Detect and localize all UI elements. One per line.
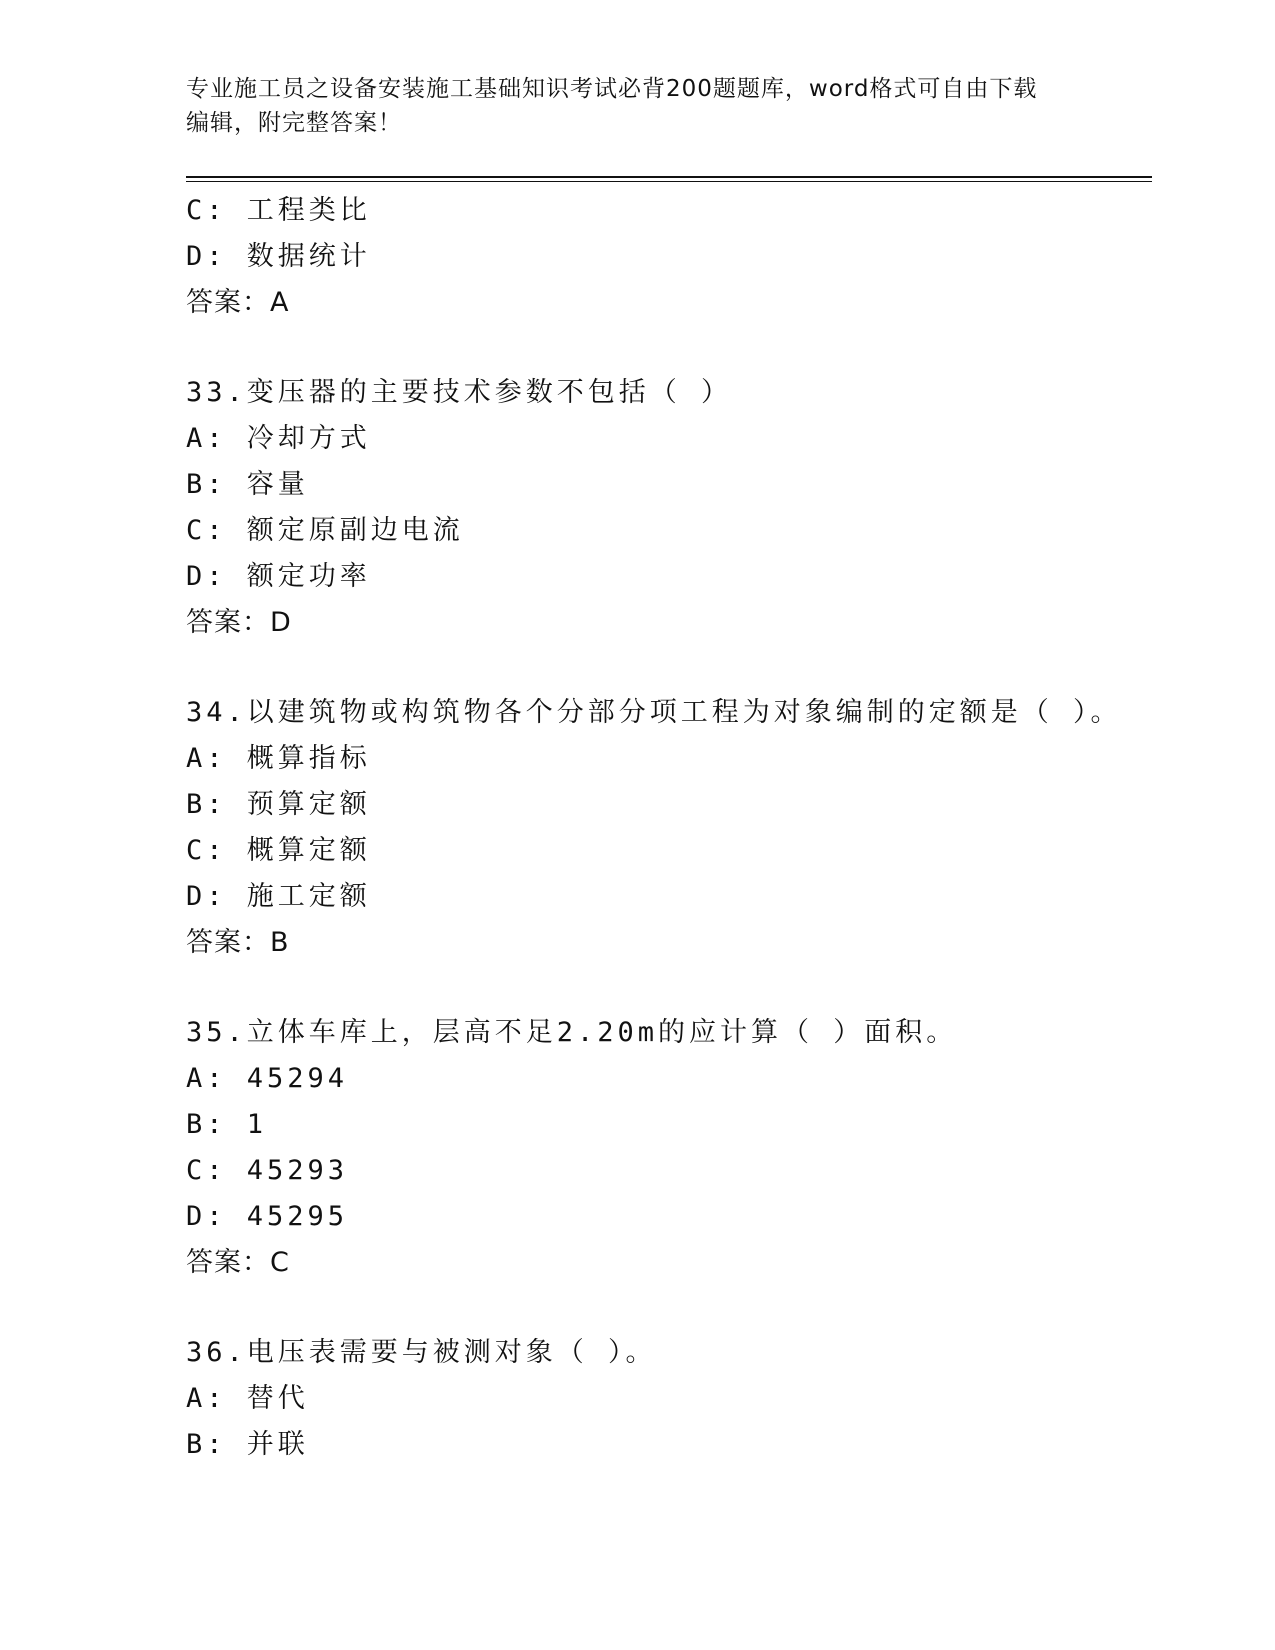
option-line <box>186 416 1166 462</box>
option-key: A: <box>186 1063 227 1094</box>
option-line <box>186 1148 1166 1194</box>
question-stem: 33.变压器的主要技术参数不包括（ ） <box>186 377 733 408</box>
option-line <box>186 508 1166 554</box>
option-key: A: <box>186 1383 227 1414</box>
header-title-line-1: 专业施工员之设备安装施工基础知识考试必背200题题库，word格式可自由下载 <box>186 76 1038 102</box>
option-line <box>186 736 1166 782</box>
option-text: 替代 <box>246 1383 309 1414</box>
option-text: 预算定额 <box>246 789 371 820</box>
option-line <box>186 234 1166 280</box>
option-key: C: <box>186 1155 227 1186</box>
option-text: 数据统计 <box>246 241 371 272</box>
option-text: 额定功率 <box>246 561 371 592</box>
option-text: 45294 <box>246 1063 349 1094</box>
option-key: C: <box>186 195 227 226</box>
option-key: B: <box>186 469 227 500</box>
spacer <box>186 966 1166 1010</box>
question-block-33 <box>186 370 1166 646</box>
option-line <box>186 1376 1166 1422</box>
question-list <box>186 188 1166 1468</box>
option-key: B: <box>186 1429 227 1460</box>
option-text: 1 <box>246 1109 268 1140</box>
option-line <box>186 1056 1166 1102</box>
option-line <box>186 874 1166 920</box>
header-rule-thin <box>186 181 1152 182</box>
option-text: 工程类比 <box>246 195 371 226</box>
spacer <box>186 1286 1166 1330</box>
option-key: B: <box>186 1109 227 1140</box>
option-text: 概算指标 <box>246 743 371 774</box>
spacer <box>186 646 1166 690</box>
answer-line: 答案：A <box>186 287 290 318</box>
question-stem: 34.以建筑物或构筑物各个分部分项工程为对象编制的定额是（ ）。 <box>186 697 1122 728</box>
header-rule-thick <box>186 176 1152 178</box>
option-text: 45295 <box>246 1201 349 1232</box>
question-block-36 <box>186 1330 1166 1468</box>
option-text: 并联 <box>246 1429 309 1460</box>
option-line <box>186 554 1166 600</box>
option-text: 额定原副边电流 <box>246 515 464 546</box>
question-block-34 <box>186 690 1166 966</box>
question-block-prev <box>186 188 1166 326</box>
option-text: 冷却方式 <box>246 423 371 454</box>
option-key: A: <box>186 423 227 454</box>
option-key: D: <box>186 881 227 912</box>
option-key: D: <box>186 1201 227 1232</box>
option-text: 45293 <box>246 1155 349 1186</box>
option-key: C: <box>186 835 227 866</box>
option-text: 容量 <box>246 469 309 500</box>
option-line <box>186 1102 1166 1148</box>
question-block-35 <box>186 1010 1166 1286</box>
option-line <box>186 188 1166 234</box>
answer-line: 答案：B <box>186 927 290 958</box>
option-line <box>186 1422 1166 1468</box>
option-key: D: <box>186 561 227 592</box>
option-line <box>186 1194 1166 1240</box>
answer-line: 答案：C <box>186 1247 290 1278</box>
option-key: B: <box>186 789 227 820</box>
question-stem: 36.电压表需要与被测对象（ ）。 <box>186 1337 657 1368</box>
option-line <box>186 828 1166 874</box>
answer-line: 答案：D <box>186 607 292 638</box>
option-line <box>186 462 1166 508</box>
option-line <box>186 782 1166 828</box>
question-stem: 35.立体车库上，层高不足2.20m的应计算（ ）面积。 <box>186 1017 958 1048</box>
option-key: A: <box>186 743 227 774</box>
page-header <box>186 72 1076 140</box>
header-title-line-2: 编辑，附完整答案！ <box>186 110 402 136</box>
option-key: D: <box>186 241 227 272</box>
spacer <box>186 326 1166 370</box>
option-key: C: <box>186 515 227 546</box>
option-text: 施工定额 <box>246 881 371 912</box>
option-text: 概算定额 <box>246 835 371 866</box>
